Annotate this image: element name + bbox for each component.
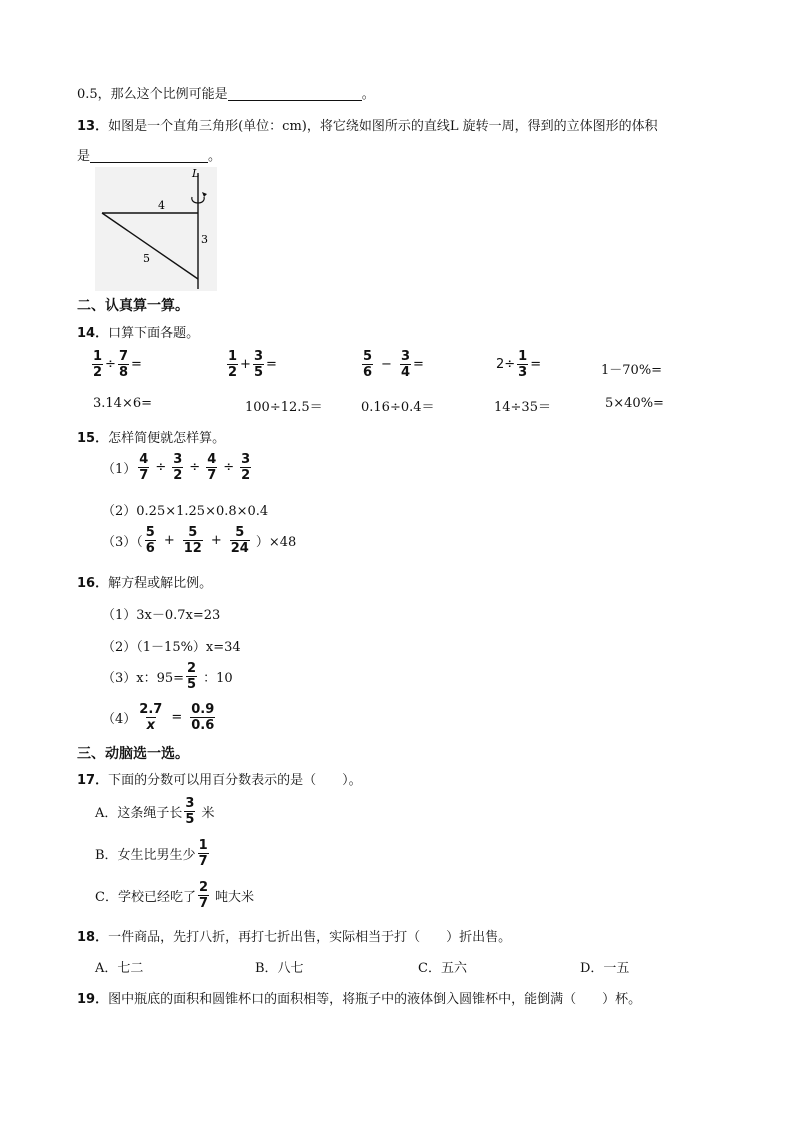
operator: ÷ [155, 460, 167, 475]
part-label: （2） [102, 504, 137, 519]
fraction-denominator: 7 [139, 468, 149, 483]
q15-part-1 [102, 452, 253, 483]
fraction-numerator: 2 [187, 661, 197, 676]
fraction-denominator: x [146, 718, 155, 733]
fraction [186, 661, 197, 692]
answer-blank [228, 86, 362, 101]
q16-part-4 [102, 702, 217, 733]
fraction-numerator: 1 [198, 838, 208, 853]
q14-heading [77, 322, 199, 341]
fraction [92, 349, 103, 380]
fraction [227, 349, 238, 380]
q13-end: 。 [208, 149, 222, 164]
operator: − [381, 357, 392, 372]
equals: = [530, 357, 542, 372]
label-side-3: 3 [201, 233, 208, 246]
q19-heading [77, 988, 641, 1007]
fraction-denominator: 3 [518, 365, 528, 380]
q18-text: 一件商品，先打八折，再打七折出售，实际相当于打（ ）折出售。 [108, 930, 512, 945]
fraction-denominator: 2 [228, 365, 238, 380]
q15-part-3 [102, 525, 296, 556]
fraction-numerator: 4 [207, 452, 217, 467]
q14-item-6: 3.14×6= [93, 396, 153, 411]
fraction-numerator: 2.7 [139, 702, 163, 717]
q14-item-4 [496, 349, 541, 380]
q12-tail-end: 。 [361, 87, 375, 102]
option-text: C．学校已经吃了 [95, 890, 196, 905]
q16-heading [77, 572, 212, 591]
equals: = [171, 710, 183, 725]
q15-number: 15． [77, 431, 109, 446]
fraction-numerator: 3 [253, 349, 263, 364]
fraction-denominator: 7 [198, 896, 208, 911]
q12-tail-text: 0.5，那么这个比例可能是 [77, 87, 228, 102]
fraction [206, 452, 217, 483]
fraction-numerator: 5 [145, 525, 155, 540]
fraction [138, 452, 149, 483]
q16-part-3 [102, 661, 233, 692]
part-tail: ）×48 [255, 535, 297, 550]
fraction-denominator: 8 [118, 365, 128, 380]
q17-option-a[interactable] [95, 796, 214, 827]
fraction-denominator: 2 [173, 468, 183, 483]
q16-text: 解方程或解比例。 [108, 576, 213, 591]
operator: ÷ [105, 357, 116, 372]
fraction [198, 838, 209, 869]
q18-heading [77, 926, 511, 945]
equals: = [131, 357, 142, 372]
fraction-denominator: 6 [145, 541, 155, 556]
q18-option-b[interactable]: B．八七 [255, 961, 304, 976]
arrowhead-icon [202, 192, 207, 197]
fraction-numerator: 4 [139, 452, 149, 467]
fraction [400, 349, 411, 380]
fraction [145, 525, 156, 556]
option-text: B．女生比男生少 [95, 848, 196, 863]
fraction-denominator: 6 [363, 365, 373, 380]
fraction-denominator: 5 [253, 365, 263, 380]
part-label: （1） [102, 462, 137, 477]
fraction [184, 796, 195, 827]
triangle-hypotenuse [102, 213, 198, 279]
fraction-numerator: 3 [400, 349, 410, 364]
q18-number: 18． [77, 930, 109, 945]
q14-item-2 [225, 349, 277, 380]
fraction [362, 349, 373, 380]
q17-heading [77, 769, 362, 788]
q14-text: 口算下面各题。 [108, 326, 200, 341]
q17-option-b[interactable] [95, 838, 211, 869]
part-text: 0.25×1.25×0.8×0.4 [136, 504, 269, 519]
option-tail: 米 [201, 806, 215, 821]
fraction-denominator: 0.6 [191, 718, 215, 733]
q14-item-1 [90, 349, 142, 380]
q13-line2-text: 是 [77, 149, 91, 164]
fraction [198, 880, 209, 911]
fraction-numerator: 7 [118, 349, 128, 364]
fraction-numerator: 1 [93, 349, 103, 364]
fraction-numerator: 3 [173, 452, 183, 467]
q12-tail-line [77, 83, 375, 102]
q19-text: 图中瓶底的面积和圆锥杯口的面积相等，将瓶子中的液体倒入圆锥杯中，能倒满（ ）杯。 [108, 992, 642, 1007]
prefix: 2÷ [496, 357, 516, 372]
fraction-denominator: 5 [185, 812, 195, 827]
q15-part-2 [102, 500, 268, 519]
option-text: A．这条绳子长 [95, 806, 183, 821]
answer-blank [90, 148, 208, 163]
section-2-heading: 二、认真算一算。 [77, 298, 189, 314]
fraction [183, 525, 203, 556]
part-label: （3）（ [102, 535, 143, 550]
option-tail: 吨大米 [215, 890, 255, 905]
fraction-numerator: 3 [185, 796, 195, 811]
fraction [118, 349, 129, 380]
fraction-denominator: 2 [93, 365, 103, 380]
q17-text: 下面的分数可以用百分数表示的是（ ）。 [108, 773, 362, 788]
operator: + [163, 533, 175, 548]
fraction-denominator: 2 [241, 468, 251, 483]
triangle-svg [95, 167, 217, 291]
fraction [517, 349, 528, 380]
operator: + [240, 357, 251, 372]
q16-part-2: （2）（1－15%）x=34 [102, 640, 241, 655]
q16-part-1: （1）3x－0.7x=23 [102, 608, 221, 623]
q13-line2 [77, 145, 221, 164]
q14-item-8: 0.16÷0.4＝ [361, 400, 435, 415]
fraction-denominator: 7 [207, 468, 217, 483]
q16-number: 16． [77, 576, 109, 591]
fraction-numerator: 0.9 [191, 702, 215, 717]
q13-text: 如图是一个直角三角形(单位：cm)，将它绕如图所示的直线L 旋转一周，得到的立体图形的体积 [108, 119, 658, 134]
label-side-5: 5 [143, 252, 150, 265]
q13-line1 [77, 115, 658, 134]
q18-option-c[interactable]: C．五六 [418, 961, 467, 976]
fraction-numerator: 5 [363, 349, 373, 364]
fraction-numerator: 2 [198, 880, 208, 895]
fraction-numerator: 5 [235, 525, 245, 540]
fraction [138, 702, 163, 733]
q14-item-5: 1－70%= [601, 363, 663, 378]
label-side-4: 4 [158, 199, 165, 212]
operator: ÷ [189, 460, 201, 475]
fraction-denominator: 7 [198, 854, 208, 869]
fraction-denominator: 12 [183, 541, 202, 556]
fraction [172, 452, 183, 483]
q17-number: 17． [77, 773, 109, 788]
fraction-numerator: 3 [241, 452, 251, 467]
equals: = [266, 357, 277, 372]
fraction-numerator: 5 [188, 525, 198, 540]
fraction-denominator: 5 [187, 677, 197, 692]
q13-number: 13． [77, 119, 109, 134]
fraction-numerator: 1 [228, 349, 238, 364]
fraction [190, 702, 215, 733]
fraction-denominator: 4 [400, 365, 410, 380]
q14-item-10: 5×40%= [605, 396, 664, 411]
q14-item-7: 100÷12.5＝ [245, 400, 323, 415]
part-tail: ：10 [203, 671, 233, 686]
fraction [230, 525, 250, 556]
equals: = [413, 357, 424, 372]
section-3-heading: 三、动脑选一选。 [77, 746, 189, 762]
triangle-figure [95, 167, 217, 291]
part-label: （4） [102, 712, 137, 727]
operator: ÷ [223, 460, 235, 475]
q17-option-c[interactable] [95, 880, 254, 911]
part-label: （3）x：95= [102, 671, 185, 686]
q15-heading [77, 427, 225, 446]
q18-option-d[interactable]: D．一五 [580, 961, 630, 976]
label-L: L [192, 167, 200, 180]
q14-item-9: 14÷35＝ [494, 400, 551, 415]
fraction-numerator: 1 [518, 349, 528, 364]
q15-text: 怎样简便就怎样算。 [108, 431, 226, 446]
fraction [240, 452, 251, 483]
q18-option-a[interactable]: A．七二 [95, 961, 144, 976]
fraction [253, 349, 264, 380]
operator: + [210, 533, 222, 548]
fraction-denominator: 24 [230, 541, 249, 556]
q19-number: 19． [77, 992, 109, 1007]
q14-number: 14． [77, 326, 109, 341]
q14-item-3 [360, 349, 424, 380]
